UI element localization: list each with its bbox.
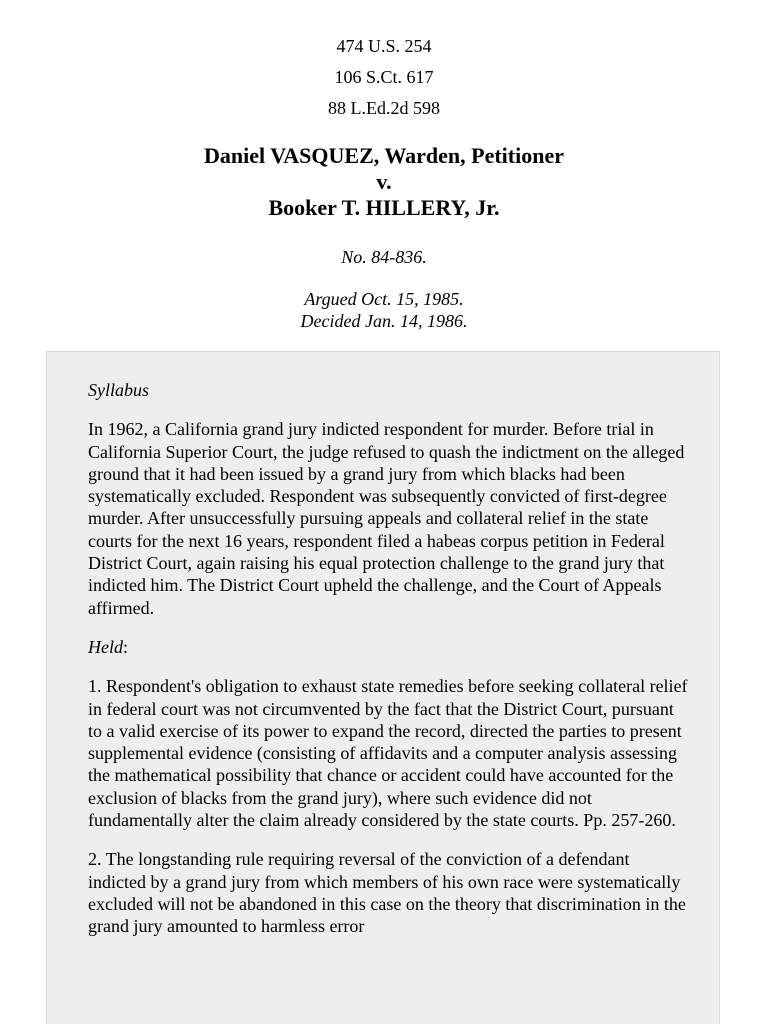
docket-number: No. 84-836. bbox=[341, 247, 427, 267]
held-heading bbox=[88, 636, 688, 658]
petitioner-name: Daniel VASQUEZ, Warden, Petitioner bbox=[204, 143, 564, 168]
argued-date: Argued Oct. 15, 1985. bbox=[304, 289, 464, 309]
held-colon: : bbox=[123, 636, 129, 657]
respondent-name: Booker T. HILLERY, Jr. bbox=[268, 195, 500, 220]
citation-supreme-court-reporter: 106 S.Ct. 617 bbox=[334, 67, 434, 87]
holding-paragraph: 1. Respondent's obligation to exhaust state remedies before seeking collateral relief in federal court was not circumvented by the fact that the District Court, pursuant to a valid exercise of its power to expand the record, directed the parties to present supplemental evidence (consisting of affidavits and a computer analysis assessing the mathematical possibility that chance or accident could have accounted for the exclusion of blacks from the grand jury), where such evidence did not fundamentally alter the claim already considered by the state courts. Pp. 257-260. bbox=[88, 676, 688, 831]
versus-label: v. bbox=[376, 169, 392, 194]
syllabus-box bbox=[46, 351, 720, 1024]
syllabus-heading: Syllabus bbox=[88, 380, 149, 400]
citation-us-reports: 474 U.S. 254 bbox=[336, 36, 432, 56]
syllabus-intro: In 1962, a California grand jury indicted respondent for murder. Before trial in California Superior Court, the judge refused to quash the indictment on the alleged ground that it had been issued by a grand jury from which blacks had been systematically excluded. Respondent was subsequently convicted of first-degree murder. After unsuccessfully pursuing appeals and collateral relief in the state courts for the next 16 years, respondent filed a habeas corpus petition in Federal District Court, again raising his equal protection challenge to the grand jury that indicted him. The District Court upheld the challenge, and the Court of Appeals affirmed. bbox=[88, 419, 685, 618]
held-label: Held bbox=[88, 636, 123, 657]
case-caption bbox=[0, 143, 768, 221]
holding-paragraph: 2. The longstanding rule requiring reversal of the conviction of a defendant indicted by a grand jury from which members of his own race were systematically excluded will not be abandoned in this case on the theory that discrimination in the grand jury amounted to harmless error bbox=[88, 849, 686, 937]
citation-block bbox=[0, 34, 768, 127]
case-dates bbox=[0, 288, 768, 332]
decided-date: Decided Jan. 14, 1986. bbox=[300, 311, 468, 331]
citation-lawyers-edition: 88 L.Ed.2d 598 bbox=[328, 98, 440, 118]
syllabus-content bbox=[88, 379, 688, 955]
